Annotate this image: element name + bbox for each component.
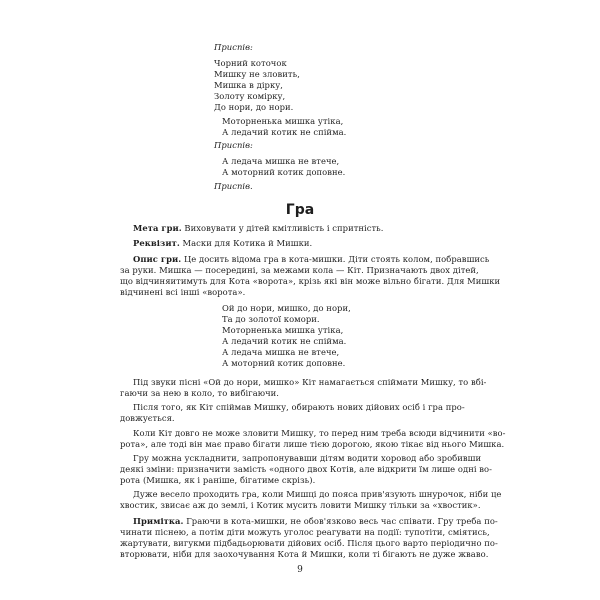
- note-line: жартувати, вигукми підбадьорювати дійових осіб. Після цього варто періодично по-: [120, 538, 498, 548]
- goal-paragraph: [133, 223, 384, 234]
- paragraph-line: рота (Мишка, як і раніше, бігатиме скрізь).: [120, 475, 316, 485]
- section-title: Гра: [285, 202, 315, 218]
- props-paragraph: [133, 238, 312, 249]
- rhyme-line: А ледачий котик не спійма.: [222, 336, 347, 346]
- verse-line: А ледача мишка не втече,: [222, 156, 340, 166]
- rhyme-line: А ледача мишка не втече,: [222, 347, 340, 357]
- paragraph-line: гаючи за нею в коло, то вибігаючи.: [120, 388, 280, 398]
- paragraph-line: Коли Кіт довго не може зловити Мишку, то перед ним треба всюди відчинити «во-: [133, 428, 506, 438]
- paragraph-line: довжується.: [120, 413, 175, 423]
- description-label: Опис гри.: [133, 254, 182, 264]
- description-line: відчинені всі інші «ворота».: [120, 287, 246, 297]
- refrain-label: Приспів:: [214, 42, 253, 52]
- verse-line: А моторний котик доповне.: [222, 167, 346, 177]
- paragraph-line: хвостик, звисає аж до землі, і Котик мусить ловити Мишку тільки за «хвостик».: [120, 500, 481, 510]
- refrain-label: Приспів:: [214, 140, 253, 150]
- verse-line: Золоту комірку,: [214, 91, 286, 101]
- goal-text: Виховувати у дітей кмітливість і спритність.: [184, 223, 384, 233]
- verse-line: А ледачий котик не спійма.: [222, 127, 347, 137]
- verse-line: Мишку не зловить,: [214, 69, 300, 79]
- paragraph-line: рота», але тоді він має право бігати лише тією дорогою, якою тікає від нього Мишка.: [120, 439, 505, 449]
- refrain-label: Приспів.: [214, 181, 253, 191]
- verse-line: До нори, до нори.: [214, 102, 294, 112]
- rhyme-line: Ой до нори, мишко, до нори,: [222, 303, 351, 313]
- paragraph-line: Після того, як Кіт спіймав Мишку, обирають нових дійових осіб і гра про-: [133, 402, 465, 412]
- goal-label: Мета гри.: [133, 223, 182, 233]
- paragraph-line: Дуже весело проходить гра, коли Мишці до пояса прив'язують шнурочок, ніби це: [133, 489, 502, 499]
- verse-line: Чорний коточок: [214, 58, 287, 68]
- paragraph-line: деякі зміни: призначити замість «одного двох Котів, але відкрити їм лише одні во-: [120, 464, 493, 474]
- note-line: чинати піснею, а потім діти можуть уголос реагувати на події: тупотіти, сміятись,: [120, 527, 490, 537]
- rhyme-line: Моторненька мишка утіка,: [222, 325, 344, 335]
- note-first-line: Примітка. Граючи в кота-мишки, не обов'язково весь час співати. Гру треба по-: [133, 516, 498, 526]
- description-line: за руки. Мишка — посередині, за межами кола — Кіт. Призначають двох дітей,: [120, 265, 479, 275]
- description-first-line: Опис гри. Це досить відома гра в кота-мишки. Діти стоять колом, побравшись: [133, 254, 490, 264]
- props-text: Маски для Котика й Мишки.: [182, 238, 313, 248]
- page-number: 9: [297, 565, 303, 575]
- note-line: вторювати, ніби для заохочування Кота й Мишки, коли ті бігають не дуже жваво.: [120, 549, 489, 559]
- paragraph-line: Гру можна ускладнити, запропонувавши дітям водити хоровод або зробивши: [133, 453, 482, 463]
- verse-line: Моторненька мишка утіка,: [222, 116, 344, 126]
- rhyme-line: А моторний котик доповне.: [222, 358, 346, 368]
- rhyme-line: Та до золотої комори.: [222, 314, 320, 324]
- verse-line: Мишка в дірку,: [214, 80, 283, 90]
- paragraph-line: Під звуки пісні «Ой до нори, мишко» Кіт намагається спіймати Мишку, то вбі-: [133, 377, 487, 387]
- props-label: Реквізит.: [133, 238, 180, 248]
- description-line: що відчиняитимуть для Кота «ворота», крізь які він може вільно бігати. Для Мишки: [120, 276, 501, 286]
- note-label: Примітка.: [133, 516, 184, 526]
